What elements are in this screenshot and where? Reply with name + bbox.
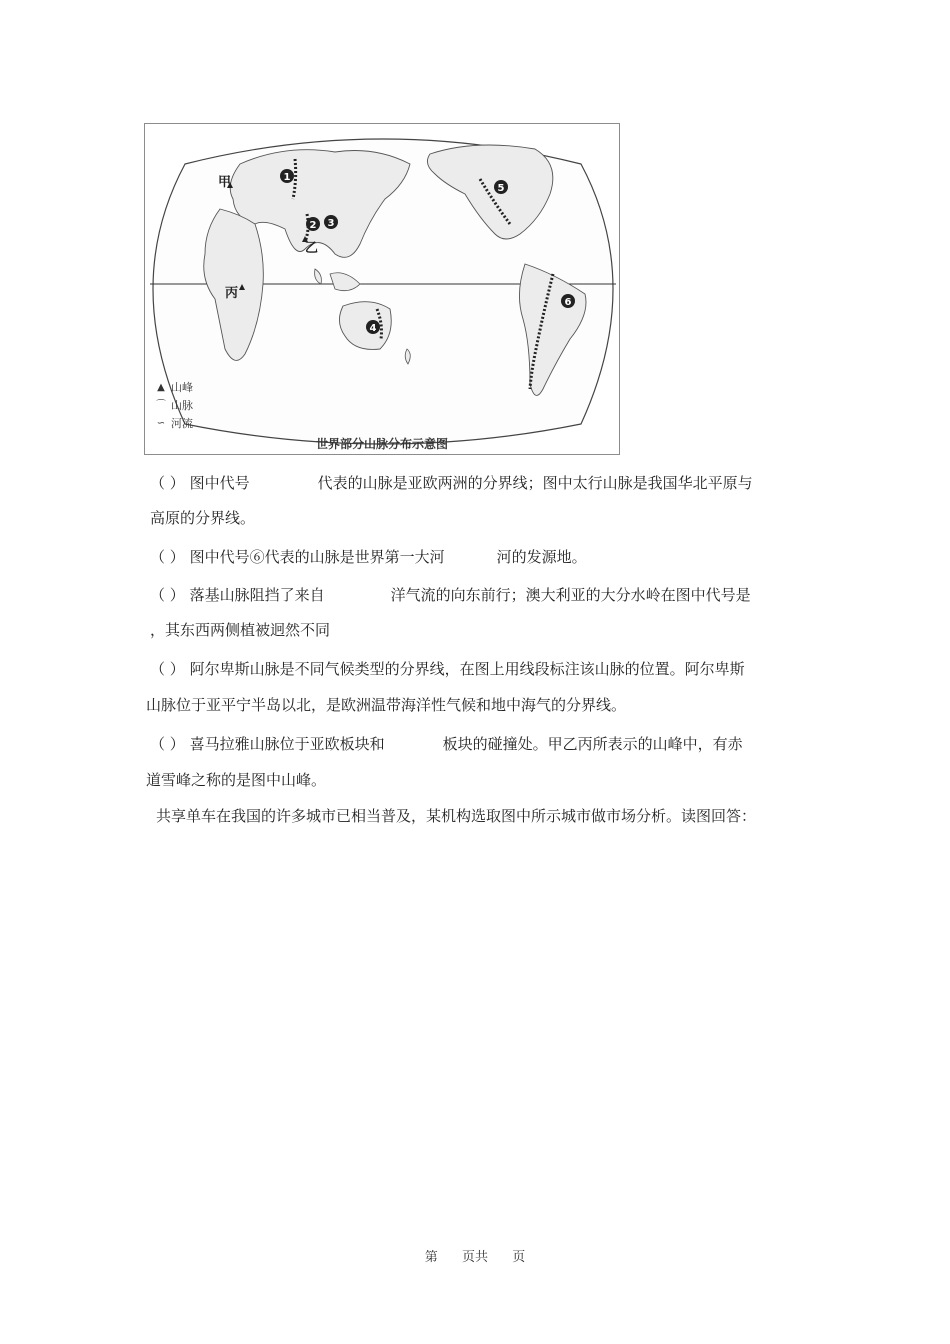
peak-icon: ▲ bbox=[157, 382, 165, 393]
figure-caption: 世界部分山脉分布示意图 bbox=[315, 437, 448, 451]
answer-paren: （ ） bbox=[150, 548, 185, 566]
question-text: ，其东西两侧植被迥然不同 bbox=[150, 621, 331, 639]
footer-text: 页 bbox=[512, 1250, 526, 1265]
legend-item bbox=[155, 379, 193, 397]
number-5: 5 bbox=[497, 183, 505, 194]
question-5-cont bbox=[146, 770, 326, 790]
question-text: 道雪峰之称的是图中 bbox=[146, 771, 282, 789]
legend-label: 河流 bbox=[171, 417, 193, 430]
question-text: 代表的山脉是亚欧两洲的分界线；图中太行山脉是我国华北平原与 bbox=[317, 474, 753, 492]
footer-text: 第 bbox=[424, 1250, 438, 1265]
question-text: 山脉位于亚平宁半岛以北，是欧洲温带海洋性气候和地中海气的分界线。 bbox=[146, 696, 627, 714]
footer-text: 页共 bbox=[461, 1250, 488, 1265]
legend-item bbox=[155, 397, 193, 415]
question-text: 山峰。 bbox=[281, 771, 327, 789]
label-yi: 乙 bbox=[305, 241, 319, 256]
number-1: 1 bbox=[283, 172, 291, 183]
label-bing: 丙 bbox=[225, 286, 239, 301]
page-footer bbox=[0, 1246, 950, 1265]
map-legend bbox=[155, 379, 193, 433]
legend-item bbox=[155, 415, 193, 433]
answer-paren: （ ） bbox=[150, 660, 185, 678]
answer-paren: （ ） bbox=[150, 474, 185, 492]
number-6: 6 bbox=[564, 297, 572, 308]
question-1 bbox=[150, 473, 810, 493]
question-text: 板块的碰撞处。甲乙丙所表示的山峰中，有赤 bbox=[442, 735, 743, 753]
answer-paren: （ ） bbox=[150, 586, 185, 604]
river-icon: ∽ bbox=[156, 418, 166, 429]
question-text: 洋气流的向东前行；澳大利亚的大分水岭在图中代号是 bbox=[390, 586, 751, 604]
label-jia: 甲 bbox=[218, 175, 232, 190]
next-question-intro: 共享单车在我国的许多城市已相当普及，某机构选取图中所示城市做市场分析。读图回答： bbox=[156, 807, 757, 825]
question-5 bbox=[150, 734, 810, 754]
question-1-cont bbox=[150, 508, 255, 528]
mountain-range-icon: ⌒ bbox=[156, 400, 166, 411]
question-text: 喜马拉雅山脉位于亚欧板块和 bbox=[189, 735, 385, 753]
question-3-cont bbox=[150, 620, 330, 640]
question-text: 高原的分界线。 bbox=[150, 509, 256, 527]
answer-paren: （ ） bbox=[150, 735, 185, 753]
number-4: 4 bbox=[369, 323, 377, 334]
question-text: 河的发源地。 bbox=[496, 548, 587, 566]
question-3 bbox=[150, 585, 810, 605]
map-drawing bbox=[145, 124, 621, 456]
number-2: 2 bbox=[309, 220, 317, 231]
question-4-cont bbox=[146, 695, 626, 715]
question-2 bbox=[150, 547, 810, 567]
question-text: 阿尔卑斯山脉是不同气候类型的分界线，在图上用线段标注该山脉的位置。阿尔卑斯 bbox=[189, 660, 745, 678]
legend-label: 山脉 bbox=[171, 399, 193, 412]
legend-label: 山峰 bbox=[171, 381, 193, 394]
question-4 bbox=[150, 659, 810, 679]
question-text: 图中代号⑥代表的山脉是世界第一大河 bbox=[189, 548, 445, 566]
world-mountains-map bbox=[144, 123, 620, 455]
question-text: 落基山脉阻挡了来自 bbox=[189, 586, 325, 604]
question-text: 图中代号 bbox=[189, 474, 250, 492]
number-3: 3 bbox=[327, 218, 335, 229]
